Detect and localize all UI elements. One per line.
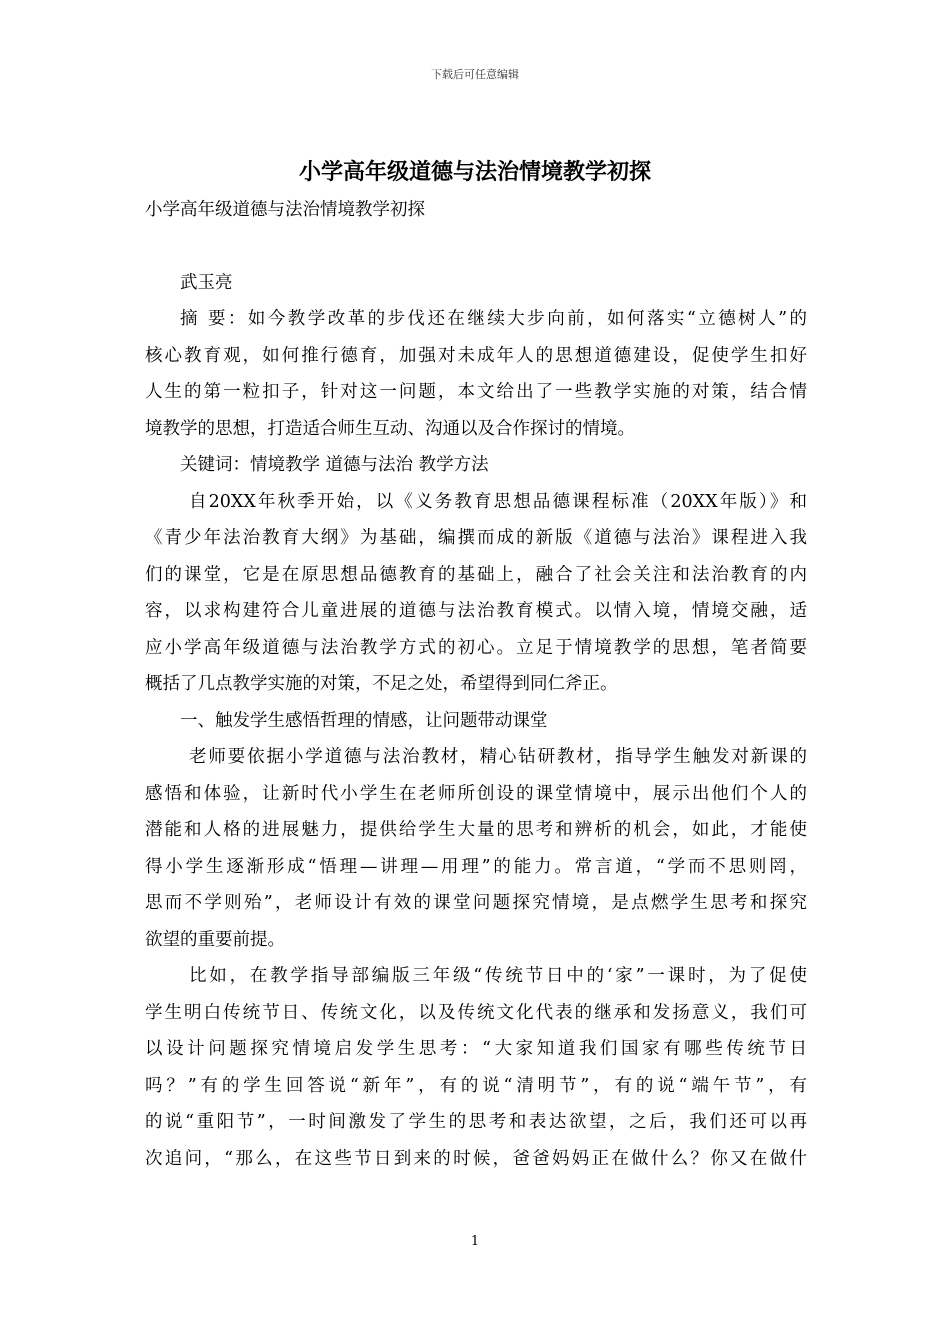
example-line: 的说“重阳节”，一时间激发了学生的思考和表达欲望，之后，我们还可以再 (145, 1112, 807, 1132)
example-line: 次追问，“那么，在这些节日到来的时候，爸爸妈妈正在做什么？你又在做什 (145, 1148, 807, 1169)
intro-line: 《青少年法治教育大纲》为基础，编撰而成的新版《道德与法治》课程进入我 (145, 528, 807, 548)
author: 武玉亮 (180, 272, 233, 293)
example-line: 比如，在教学指导部编版三年级“传统节日中的‘家”一课时，为了促使 (189, 966, 807, 986)
intro-line: 应小学高年级道德与法治教学方式的初心。立足于情境教学的思想，笔者简要 (145, 637, 807, 658)
intro-line: 容，以求构建符合儿童进展的道德与法治教育模式。以情入境，情境交融，适 (145, 601, 807, 621)
abstract-line: 境教学的思想，打造适合师生互动、沟通以及合作探讨的情境。 (145, 418, 635, 439)
abstract-line: 人生的第一粒扣子，针对这一问题，本文给出了一些教学实施的对策，结合情 (145, 382, 807, 402)
section-line: 潜能和人格的进展魅力，提供给学生大量的思考和辨析的机会，如此，才能使 (145, 820, 807, 840)
section-heading: 一、触发学生感悟哲理的情感，让问题带动课堂 (180, 710, 548, 731)
intro-line: 概括了几点教学实施的对策，不足之处，希望得到同仁斧正。 (145, 674, 618, 694)
abstract-line: 核心教育观，如何推行德育，加强对未成年人的思想道德建设，促使学生扣好 (145, 345, 807, 366)
intro-line: 自20XX年秋季开始，以《义务教育思想品德课程标准（20XX年版）》和 (189, 491, 807, 512)
document-title: 小学高年级道德与法治情境教学初探 (298, 159, 651, 185)
page-number: 1 (470, 1234, 480, 1249)
header-note: 下载后可任意编辑 (431, 68, 519, 81)
section-line: 思而不学则殆”，老师设计有效的课堂问题探究情境，是点燃学生思考和探究 (145, 893, 807, 913)
section-line: 欲望的重要前提。 (145, 929, 285, 950)
section-line: 得小学生逐渐形成“悟理—讲理—用理”的能力。常言道，“学而不思则罔， (145, 856, 807, 877)
keywords: 关键词：情境教学 道德与法治 教学方法 (180, 455, 489, 475)
example-line: 学生明白传统节日、传统文化，以及传统文化代表的继承和发扬意义，我们可 (145, 1002, 807, 1023)
spacer (145, 229, 807, 265)
section-line: 感悟和体验，让新时代小学生在老师所创设的课堂情境中，展示出他们个人的 (145, 783, 807, 804)
document-body (145, 192, 807, 1177)
section-line: 老师要依据小学道德与法治教材，精心钻研教材，指导学生触发对新课的 (189, 747, 807, 767)
intro-line: 们的课堂，它是在原思想品德教育的基础上，融合了社会关注和法治教育的内 (145, 564, 807, 585)
example-line: 吗？”有的学生回答说“新年”，有的说“清明节”，有的说“端午节”，有 (145, 1075, 807, 1096)
abstract-line: 摘 要：如今教学改革的步伐还在继续大步向前，如何落实“立德树人”的 (180, 309, 807, 329)
example-line: 以设计问题探究情境启发学生思考：“大家知道我们国家有哪些传统节日 (145, 1039, 807, 1059)
subtitle: 小学高年级道德与法治情境教学初探 (145, 200, 425, 220)
